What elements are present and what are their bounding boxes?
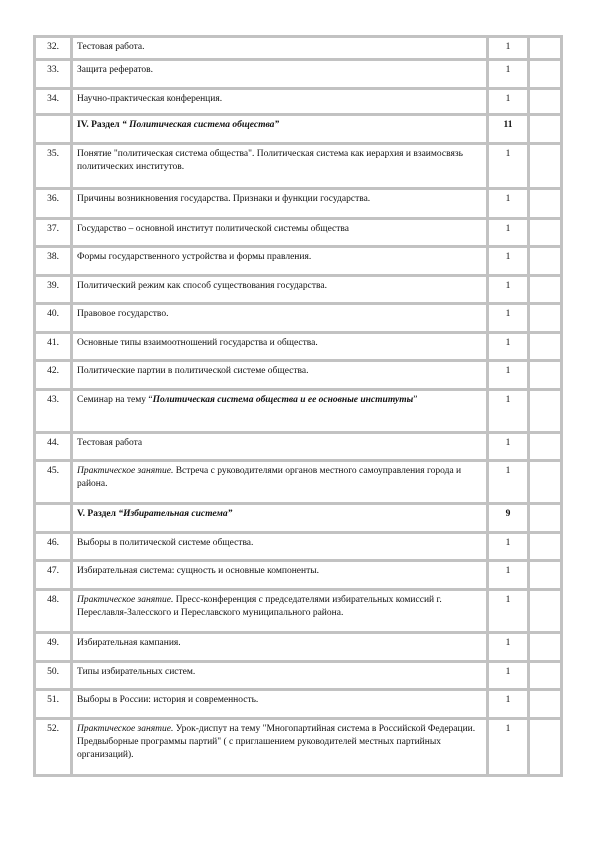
lesson-topic: Тестовая работа.: [72, 37, 488, 60]
lesson-topic: Основные типы взаимоотношений государства и общества.: [72, 333, 488, 361]
lesson-hours: 1: [488, 533, 529, 561]
empty-cell: [529, 461, 562, 504]
lesson-hours: 1: [488, 561, 529, 590]
lesson-number: 48.: [35, 590, 72, 633]
topic-prefix: Семинар на тему “: [77, 395, 153, 405]
section-title: [72, 115, 488, 144]
lesson-hours: 1: [488, 719, 529, 776]
lesson-row: [35, 461, 562, 504]
empty-cell: [529, 590, 562, 633]
lesson-topic: Выборы в политической системе общества.: [72, 533, 488, 561]
lesson-number: 49.: [35, 633, 72, 662]
lesson-row: [35, 144, 562, 189]
empty-cell: [529, 247, 562, 276]
lesson-number: 34.: [35, 89, 72, 115]
lesson-hours: 1: [488, 89, 529, 115]
lesson-row: [35, 333, 562, 361]
lesson-row: [35, 390, 562, 433]
empty-cell: [529, 561, 562, 590]
lesson-row: [35, 662, 562, 690]
lesson-row: [35, 247, 562, 276]
lesson-row: [35, 304, 562, 333]
lesson-topic: Причины возникновения государства. Признаки и функции государства.: [72, 189, 488, 219]
lesson-number: 40.: [35, 304, 72, 333]
lesson-hours: 1: [488, 37, 529, 60]
lesson-number: 39.: [35, 276, 72, 304]
lesson-topic: Политический режим как способ существования государства.: [72, 276, 488, 304]
lesson-topic: Типы избирательных систем.: [72, 662, 488, 690]
lesson-plan-table: [33, 35, 563, 777]
empty-cell: [529, 60, 562, 89]
section-row: [35, 115, 562, 144]
lesson-topic: Тестовая работа: [72, 433, 488, 461]
lesson-number: 42.: [35, 361, 72, 390]
topic-text: Встреча с руководителями органов местного самоуправления города и района.: [77, 466, 462, 489]
topic-emphasis: Практическое занятие.: [77, 595, 174, 605]
lesson-topic: Избирательная кампания.: [72, 633, 488, 662]
empty-cell: [529, 304, 562, 333]
lesson-topic: [72, 390, 488, 433]
lesson-plan-body: [35, 37, 562, 776]
lesson-topic: Избирательная система: сущность и основные компоненты.: [72, 561, 488, 590]
lesson-hours: 1: [488, 361, 529, 390]
lesson-number: 45.: [35, 461, 72, 504]
lesson-topic: Научно-практическая конференция.: [72, 89, 488, 115]
topic-emphasis: “ Политическая система общества”: [122, 120, 280, 130]
empty-cell: [529, 361, 562, 390]
lesson-row: [35, 189, 562, 219]
lesson-row: [35, 633, 562, 662]
empty-cell: [529, 37, 562, 60]
lesson-topic: [72, 719, 488, 776]
lesson-row: [35, 561, 562, 590]
lesson-row: [35, 433, 562, 461]
lesson-hours: 1: [488, 219, 529, 247]
empty-cell: [529, 89, 562, 115]
lesson-topic: Защита рефератов.: [72, 60, 488, 89]
lesson-number: 36.: [35, 189, 72, 219]
lesson-hours: 1: [488, 461, 529, 504]
lesson-number: [35, 115, 72, 144]
lesson-row: [35, 719, 562, 776]
lesson-hours: 1: [488, 390, 529, 433]
empty-cell: [529, 189, 562, 219]
lesson-number: 38.: [35, 247, 72, 276]
empty-cell: [529, 433, 562, 461]
lesson-number: 32.: [35, 37, 72, 60]
lesson-number: 50.: [35, 662, 72, 690]
topic-suffix: ”: [413, 395, 418, 405]
lesson-topic: Формы государственного устройства и формы правления.: [72, 247, 488, 276]
empty-cell: [529, 115, 562, 144]
lesson-topic: Выборы в России: история и современность.: [72, 690, 488, 719]
lesson-number: 33.: [35, 60, 72, 89]
lesson-number: 47.: [35, 561, 72, 590]
lesson-hours: 9: [488, 504, 529, 533]
lesson-number: 41.: [35, 333, 72, 361]
lesson-row: [35, 276, 562, 304]
lesson-hours: 1: [488, 333, 529, 361]
lesson-number: 44.: [35, 433, 72, 461]
empty-cell: [529, 333, 562, 361]
lesson-number: 46.: [35, 533, 72, 561]
topic-text: Пресс-конференция с председателями избирательных комиссий г. Переславля-Залесского и Переславского муниципального района.: [77, 595, 442, 618]
lesson-hours: 1: [488, 590, 529, 633]
topic-prefix: IV. Раздел: [77, 120, 123, 130]
lesson-hours: 1: [488, 144, 529, 189]
lesson-row: [35, 89, 562, 115]
lesson-hours: 1: [488, 276, 529, 304]
lesson-topic: [72, 461, 488, 504]
lesson-row: [35, 361, 562, 390]
lesson-topic: Политические партии в политической системе общества.: [72, 361, 488, 390]
lesson-hours: 1: [488, 633, 529, 662]
lesson-row: [35, 690, 562, 719]
lesson-hours: 1: [488, 189, 529, 219]
lesson-number: 52.: [35, 719, 72, 776]
lesson-row: [35, 37, 562, 60]
topic-text: Урок-диспут на тему "Многопартийная система в Российской Федерации. Предвыборные программы партий" ( с приглашением руководителей местных партийных организаций).: [77, 724, 476, 760]
empty-cell: [529, 533, 562, 561]
lesson-topic: Понятие "политическая система общества". Политическая система как иерархия и взаимосвязь политических институтов.: [72, 144, 488, 189]
empty-cell: [529, 633, 562, 662]
lesson-hours: 1: [488, 690, 529, 719]
lesson-hours: 1: [488, 433, 529, 461]
lesson-hours: 11: [488, 115, 529, 144]
empty-cell: [529, 504, 562, 533]
lesson-row: [35, 219, 562, 247]
lesson-number: 51.: [35, 690, 72, 719]
section-row: [35, 504, 562, 533]
lesson-row: [35, 533, 562, 561]
topic-prefix: V. Раздел: [77, 509, 119, 519]
section-title: [72, 504, 488, 533]
lesson-number: 37.: [35, 219, 72, 247]
topic-emphasis: Политическая система общества и ее основные институты: [152, 395, 414, 405]
lesson-hours: 1: [488, 304, 529, 333]
topic-emphasis: “Избирательная система”: [118, 509, 233, 519]
lesson-number: 35.: [35, 144, 72, 189]
empty-cell: [529, 719, 562, 776]
empty-cell: [529, 690, 562, 719]
lesson-row: [35, 590, 562, 633]
topic-emphasis: Практическое занятие.: [77, 724, 174, 734]
empty-cell: [529, 276, 562, 304]
empty-cell: [529, 219, 562, 247]
lesson-hours: 1: [488, 662, 529, 690]
lesson-hours: 1: [488, 60, 529, 89]
empty-cell: [529, 662, 562, 690]
lesson-hours: 1: [488, 247, 529, 276]
lesson-topic: [72, 590, 488, 633]
lesson-topic: Государство – основной институт политической системы общества: [72, 219, 488, 247]
lesson-number: [35, 504, 72, 533]
lesson-number: 43.: [35, 390, 72, 433]
empty-cell: [529, 390, 562, 433]
lesson-row: [35, 60, 562, 89]
topic-emphasis: Практическое занятие.: [77, 466, 174, 476]
lesson-topic: Правовое государство.: [72, 304, 488, 333]
empty-cell: [529, 144, 562, 189]
